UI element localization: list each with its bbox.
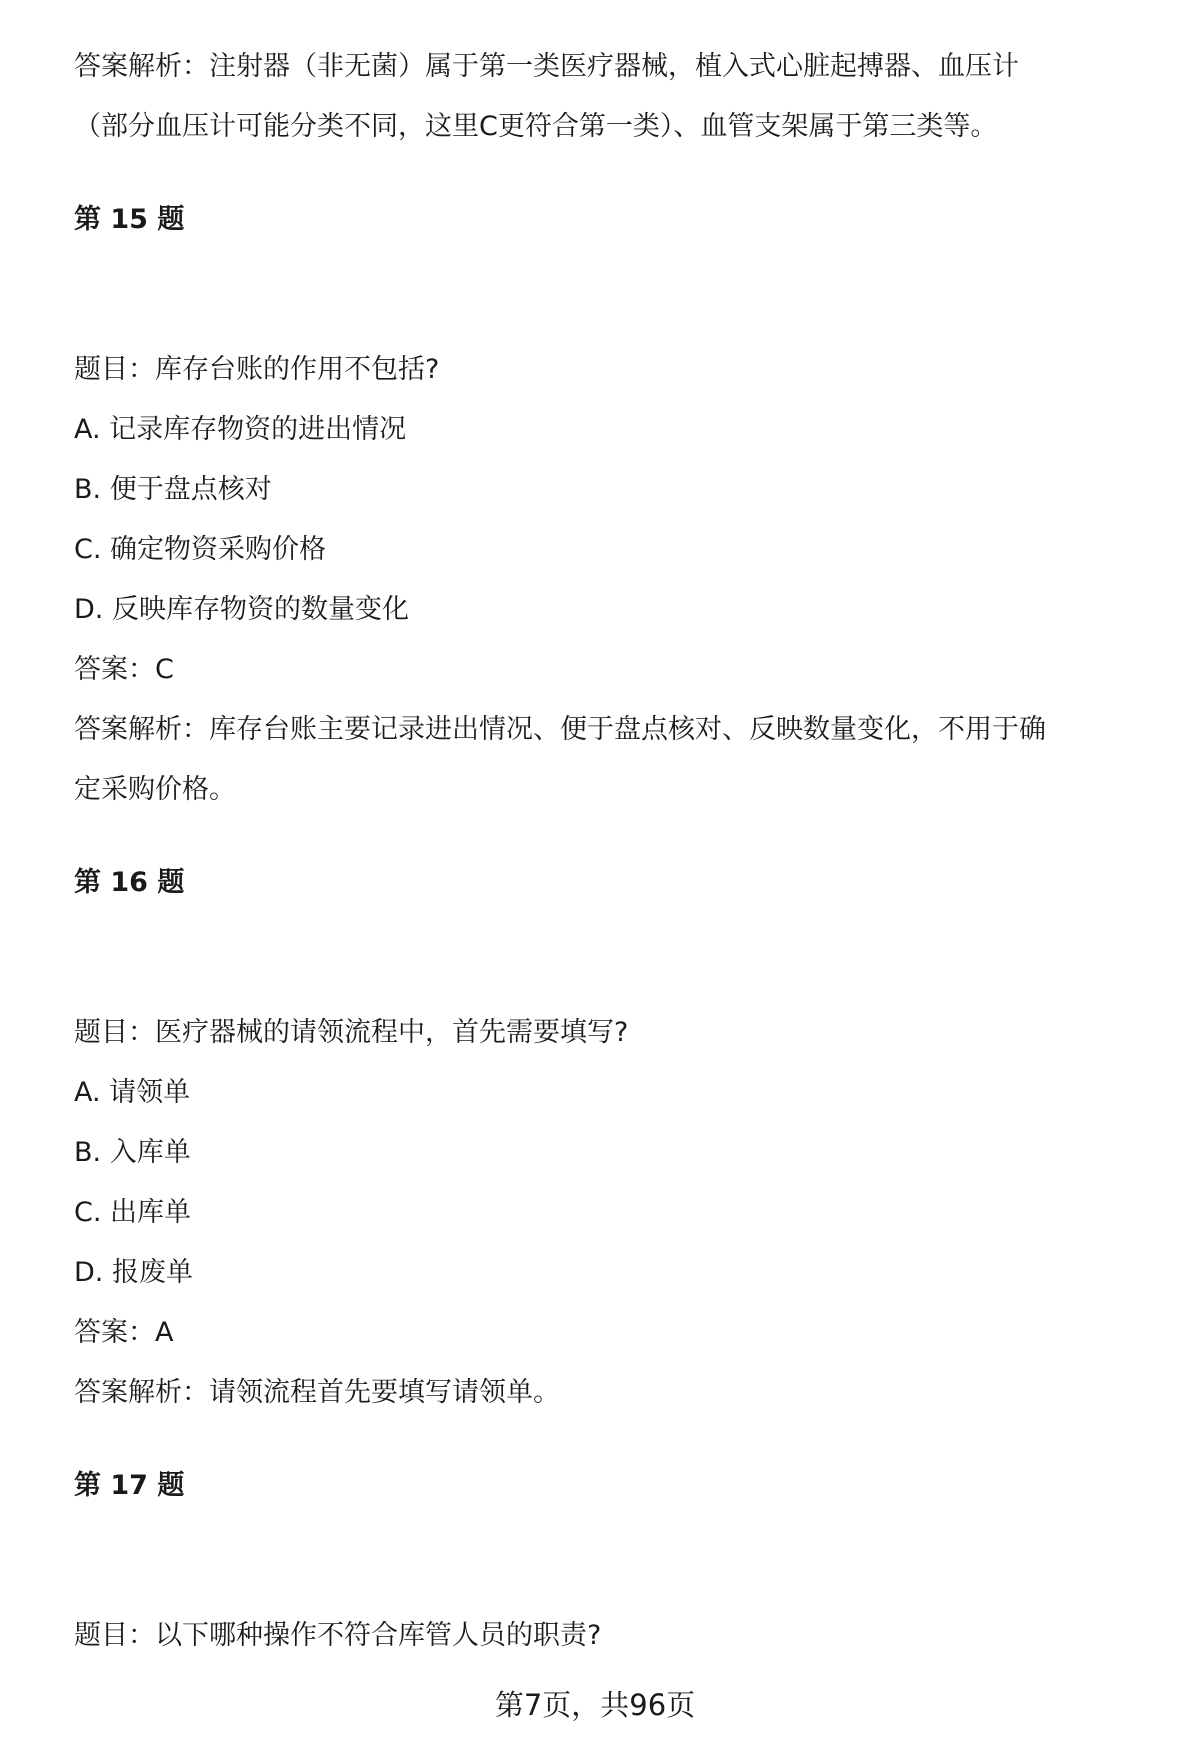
prev-analysis-line-2: （部分血压计可能分类不同，这里C更符合第一类）、血管支架属于第三类等。 [74,111,998,142]
option-15-d: D. 反映库存物资的数量变化 [74,594,409,625]
page-number-footer: 第7页，共96页 [494,1688,696,1722]
option-16-b: B. 入库单 [74,1137,191,1168]
analysis-16-line-1: 答案解析：请领流程首先要填写请领单。 [74,1377,560,1408]
option-16-a: A. 请领单 [74,1077,191,1108]
question-text-16: 题目：医疗器械的请领流程中，首先需要填写? [74,1017,629,1048]
question-heading-17: 第 17 题 [74,1470,185,1501]
analysis-15-line-1: 答案解析：库存台账主要记录进出情况、便于盘点核对、反映数量变化，不用于确 [74,714,1046,745]
question-heading-16: 第 16 题 [74,867,185,898]
question-heading-15: 第 15 题 [74,204,185,235]
option-16-c: C. 出库单 [74,1197,192,1228]
answer-15: 答案：C [74,654,174,685]
analysis-15-line-2: 定采购价格。 [74,774,236,805]
question-text-17: 题目：以下哪种操作不符合库管人员的职责? [74,1620,602,1651]
prev-analysis-line-1: 答案解析：注射器（非无菌）属于第一类医疗器械，植入式心脏起搏器、血压计 [74,51,1019,82]
answer-16: 答案：A [74,1317,174,1348]
option-15-a: A. 记录库存物资的进出情况 [74,414,407,445]
option-15-b: B. 便于盘点核对 [74,474,272,505]
option-15-c: C. 确定物资采购价格 [74,534,327,565]
option-16-d: D. 报废单 [74,1257,193,1288]
question-text-15: 题目：库存台账的作用不包括? [74,354,440,385]
